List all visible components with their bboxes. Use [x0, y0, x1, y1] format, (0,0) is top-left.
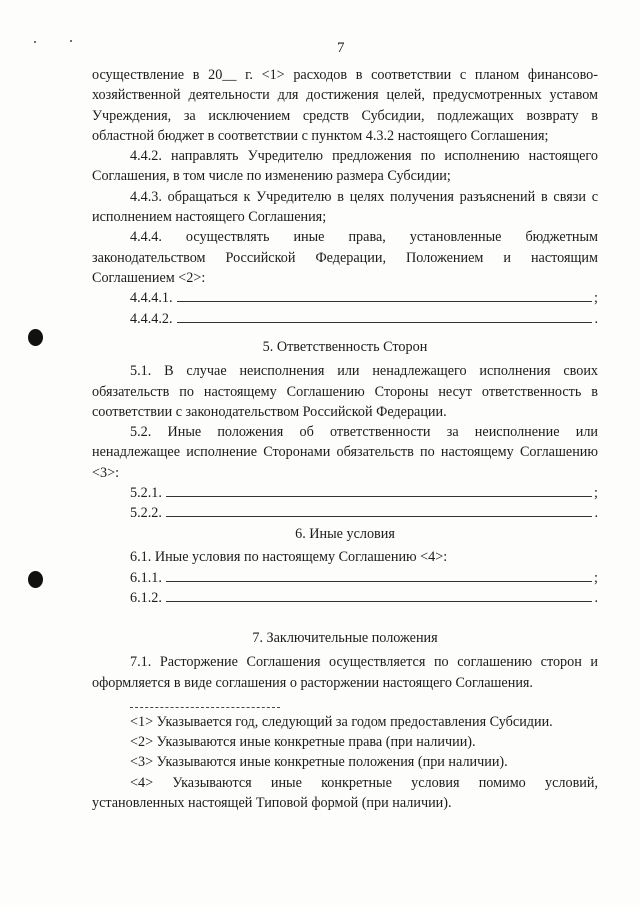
fill-line-5-2-2: 5.2.2. . [130, 505, 598, 522]
fill-line-4-4-4-1: 4.4.4.1. ; [130, 290, 598, 307]
blank-line [177, 289, 592, 302]
section-6-heading: 6. Иные условия [295, 526, 395, 542]
fill-line-5-2-1: 5.2.1. ; [130, 485, 598, 502]
document-body [92, 65, 598, 329]
fill-line-6-1-2: 6.1.2. . [130, 589, 598, 606]
section-6 [92, 524, 598, 608]
paragraph-6-1: 6.1. Иные условия по настоящему Соглашению <4>: [130, 549, 448, 566]
footnote-4: <4> Указываются иные конкретные условия помимо условий, установленных настоящей Типовой формой (при наличии). [92, 774, 598, 812]
scan-speck [70, 40, 72, 42]
paragraph-4-4-1-continued: осуществление в 20__ г. <1> расходов в соответствии с планом финансово-хозяйственной деятельности для достижения целей, предусмотренных уставом Учреждения, за исключением средств Субсидии, подлежащих возврату в областной бюджет в соответствии с пунктом 4.3.2 настоящего Соглашения; [92, 67, 598, 144]
paragraph-5-1: 5.1. В случае неисполнения или ненадлежащего исполнения своих обязательств по настоящему Соглашению Стороны несут ответственность в соответствии с законодательством Российской Федерации. [92, 363, 598, 420]
paragraph-7-1: 7.1. Расторжение Соглашения осуществляется по соглашению сторон и оформляется в виде соглашения о расторжении настоящего Соглашения. [92, 654, 598, 691]
footnote-3: <3> Указываются иные конкретные положения (при наличии). [130, 754, 508, 771]
paragraph-4-4-3: 4.4.3. обращаться к Учредителю в целях получения разъяснений в связи с исполнением настоящего Соглашения; [92, 188, 598, 226]
page-number: 7 [337, 40, 345, 56]
paragraph-4-4-2: 4.4.2. направлять Учредителю предложения по исполнению настоящего Соглашения, в том числе по изменению размера Субсидии; [92, 148, 598, 185]
fill-line-4-4-4-2: 4.4.4.2. . [130, 310, 598, 327]
blank-line [166, 484, 592, 497]
section-5-heading: 5. Ответственность Сторон [262, 339, 428, 355]
section-7-heading: 7. Заключительные положения [252, 630, 438, 646]
section-5 [92, 337, 598, 524]
blank-line [166, 589, 593, 602]
footnote-2: <2> Указываются иные конкретные права (при наличии). [130, 734, 476, 751]
punch-hole-top [28, 329, 43, 346]
punch-hole-bottom [28, 571, 43, 588]
paragraph-4-4-4: 4.4.4. осуществлять иные права, установленные бюджетным законодательством Российской Федерации, Положением и настоящим Соглашением <2>: [92, 229, 598, 286]
footnote-separator [130, 693, 280, 708]
blank-line [177, 310, 593, 323]
scan-speck [34, 41, 36, 43]
section-7 [92, 628, 598, 813]
paragraph-5-2: 5.2. Иные положения об ответственности за неисполнение или ненадлежащее исполнение Сторонами обязательств по настоящему Соглашению <3>: [92, 424, 598, 481]
footnote-1: <1> Указывается год, следующий за годом предоставления Субсидии. [130, 713, 553, 730]
blank-line [166, 569, 592, 582]
fill-line-6-1-1: 6.1.1. ; [130, 569, 598, 586]
blank-line [166, 504, 593, 517]
